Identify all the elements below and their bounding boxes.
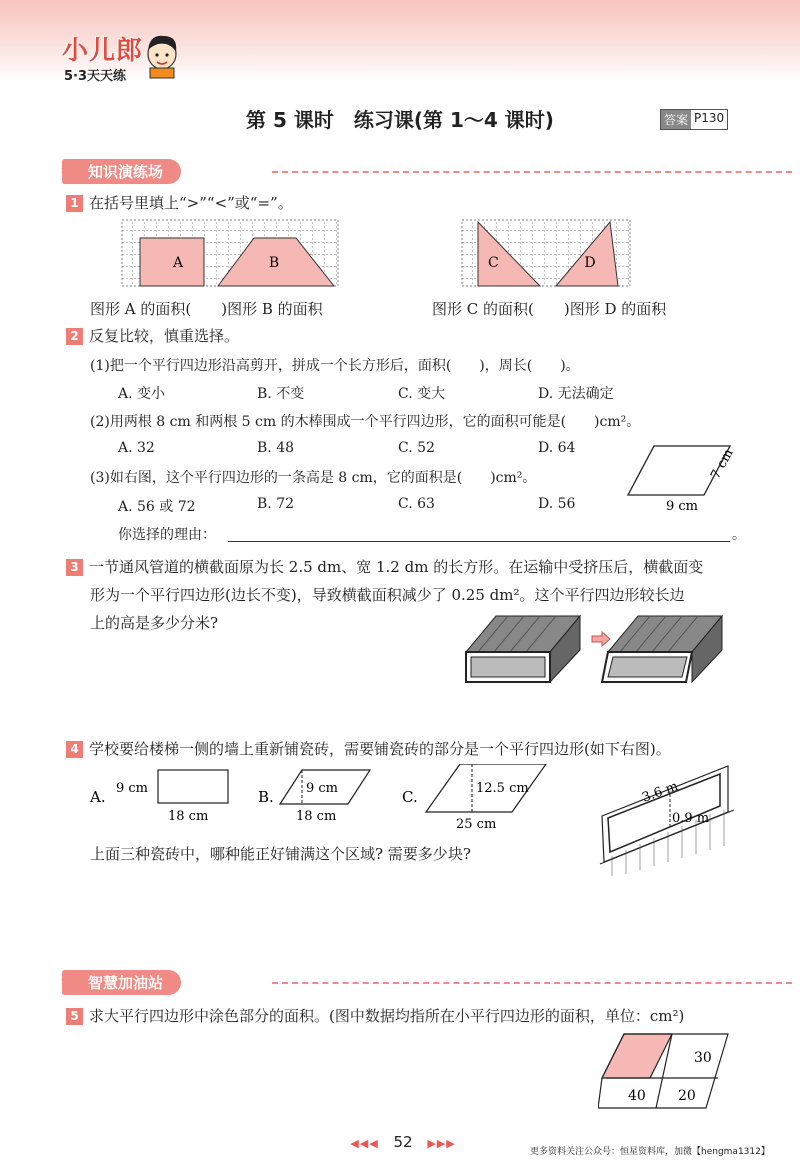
q2-part3: (3)如右图，这个平行四边形的一条高是 8 cm，它的面积是( )cm²。	[90, 470, 537, 486]
answer-page: P130	[694, 111, 725, 125]
footer-note: 更多资料关注公众号：恒星资料库，加微【hengma1312】	[530, 1147, 770, 1157]
section-title-knowledge: 知识演练场	[62, 159, 181, 184]
q2-p1-option-c: C. 变大	[398, 386, 446, 402]
q5-parallelogram-figure	[598, 1032, 733, 1112]
tile-a-height: 9 cm	[116, 781, 149, 796]
q2-p3-option-c: C. 63	[398, 496, 435, 512]
question-number: 5	[66, 1008, 83, 1025]
tile-a	[158, 770, 228, 803]
shape-b-label: B	[268, 255, 280, 271]
shape-a-label: A	[172, 255, 184, 271]
question-4-text: 学校要给楼梯一侧的墙上重新铺瓷砖，需要铺瓷砖的部分是一个平行四边形(如下右图)。	[89, 740, 671, 758]
section-banner-knowledge	[62, 159, 800, 183]
q2-reason-prompt: 你选择的理由：	[118, 527, 216, 543]
q2-p1-option-b: B. 不变	[257, 386, 305, 402]
q2-p3-option-b: B. 72	[257, 496, 295, 512]
tile-b-height: 9 cm	[306, 781, 339, 796]
q2-p3-option-a: A. 56 或 72	[118, 499, 196, 515]
tile-c-height: 12.5 cm	[476, 781, 529, 796]
question-number: 2	[66, 328, 83, 345]
q2-p3-option-d: D. 56	[538, 496, 576, 512]
q2-p1-option-d: D. 无法确定	[538, 386, 614, 402]
stair-length-label: 3.6 m	[640, 778, 681, 806]
q2-p2-option-b: B. 48	[257, 440, 295, 456]
area-40-label: 40	[628, 1088, 646, 1104]
section-title-wisdom: 智慧加油站	[62, 970, 181, 995]
prev-arrows-icon: ◀◀◀	[350, 1137, 379, 1150]
question-2	[66, 325, 239, 346]
q1-compare-ab: 图形 A 的面积( )图形 B 的面积	[90, 300, 323, 318]
question-number: 4	[66, 741, 83, 758]
q1-figure-cd	[460, 218, 640, 290]
tile-a-width: 18 cm	[168, 809, 209, 824]
q2-part1: (1)把一个平行四边形沿高剪开，拼成一个长方形后，面积( )，周长( )。	[90, 358, 580, 374]
section-banner-wisdom	[62, 970, 800, 994]
tile-a-label: A.	[90, 788, 106, 806]
tile-b-label: B.	[258, 788, 274, 806]
question-2-text: 反复比较，慎重选择。	[89, 327, 240, 345]
question-3-line-2: 形为一个平行四边形(边长不变)，导致横截面积减少了 0.25 dm²。这个平行四边形较长边	[90, 586, 685, 604]
tile-c-width: 25 cm	[456, 817, 497, 832]
question-1	[66, 192, 293, 213]
q2-part2: (2)用两根 8 cm 和两根 5 cm 的木棒围成一个平行四边形，它的面积可能是( )cm²。	[90, 414, 641, 430]
area-30-label: 30	[694, 1050, 712, 1066]
q1-figure-ab	[120, 218, 360, 290]
question-4	[66, 738, 671, 759]
tile-b-width: 18 cm	[296, 809, 337, 824]
section-divider	[272, 171, 792, 173]
stair-height-label: 0.9 m	[672, 811, 710, 826]
question-1-text: 在括号里填上“>”“<”或“=”。	[89, 194, 293, 212]
answer-label: 答案	[661, 110, 691, 129]
staircase-wall-figure	[592, 764, 742, 879]
page-number: 52	[393, 1133, 413, 1151]
answer-reference	[660, 109, 728, 130]
q1-compare-cd: 图形 C 的面积( )图形 D 的面积	[432, 300, 667, 318]
mascot-icon	[140, 28, 184, 80]
question-4-prompt: 上面三种瓷砖中，哪种能正好铺满这个区域? 需要多少块?	[90, 845, 471, 863]
q2-p2-option-a: A. 32	[118, 440, 155, 456]
q2-parallelogram-figure	[620, 440, 740, 515]
duct-figure	[460, 610, 740, 685]
q2-reason-line[interactable]	[228, 541, 730, 542]
next-arrows-icon: ▶▶▶	[427, 1137, 456, 1150]
page-title: 第 5 课时 练习课(第 1～4 课时)	[246, 108, 554, 132]
q2-p1-option-a: A. 变小	[118, 386, 166, 402]
q2-p2-option-d: D. 64	[538, 440, 576, 456]
question-3-line-1: 一节通风管道的横截面原为长 2.5 dm、宽 1.2 dm 的长方形。在运输中受挤压后，横截面变	[89, 558, 704, 576]
shape-c-label: C	[488, 255, 499, 271]
question-3	[66, 556, 703, 577]
tile-c-label: C.	[402, 788, 418, 806]
q4-tile-options	[88, 764, 568, 834]
shape-d-label: D	[584, 255, 596, 271]
area-20-label: 20	[678, 1088, 696, 1104]
fig-base-label: 9 cm	[666, 499, 699, 514]
question-3-line-3: 上的高是多少分米?	[90, 614, 219, 632]
page-number-area	[338, 1133, 468, 1151]
fig-side-label: 7 cm	[708, 446, 737, 482]
section-divider	[272, 982, 792, 984]
question-5	[66, 1005, 684, 1026]
q2-p2-option-c: C. 52	[398, 440, 435, 456]
question-number: 1	[66, 195, 83, 212]
question-number: 3	[66, 559, 83, 576]
question-5-text: 求大平行四边形中涂色部分的面积。(图中数据均指所在小平行四边形的面积，单位：cm²)	[89, 1007, 685, 1025]
brand-logo: 小儿郎	[62, 36, 144, 66]
q2-reason-end: 。	[732, 527, 746, 543]
brand-subtitle: 5·3天天练	[64, 69, 127, 84]
